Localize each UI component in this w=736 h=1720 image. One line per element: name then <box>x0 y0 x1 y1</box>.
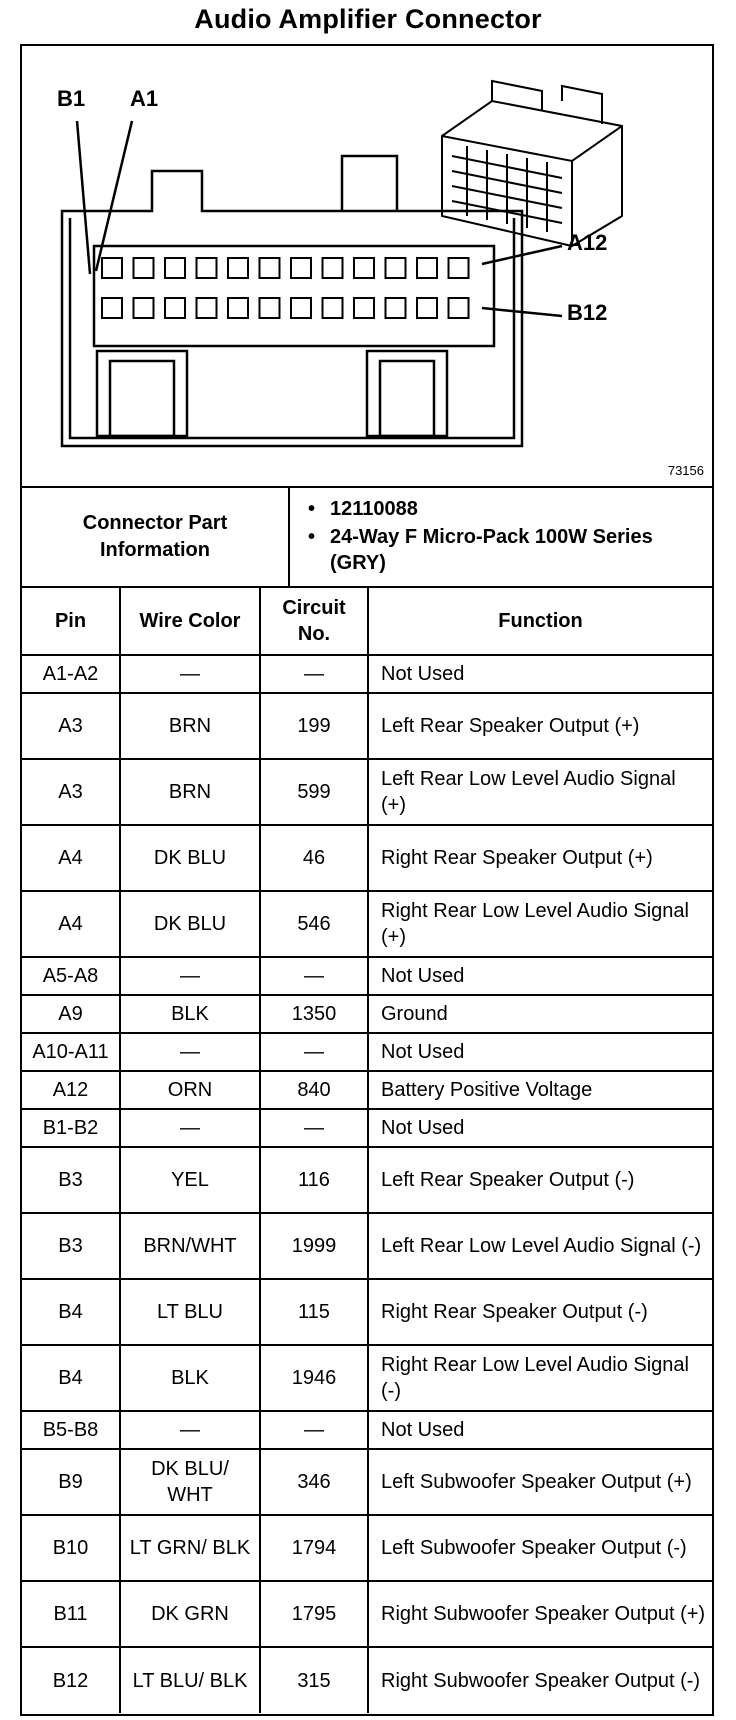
pin-cavity <box>260 258 280 278</box>
pin-label-b12: B12 <box>567 300 608 325</box>
pin-cavity <box>354 258 374 278</box>
pin-cavity <box>417 258 437 278</box>
pin-cell: B3 <box>22 1147 120 1213</box>
table-row <box>22 1147 712 1213</box>
pin-cavity <box>291 258 311 278</box>
function-cell: Left Rear Speaker Output (-) <box>368 1147 712 1213</box>
header-wire-color: Wire Color <box>120 587 260 655</box>
wire-color-cell: DK BLU <box>120 891 260 957</box>
circuit-cell: 599 <box>260 759 368 825</box>
pin-cell: A3 <box>22 759 120 825</box>
circuit-cell: — <box>260 1411 368 1449</box>
circuit-cell: 46 <box>260 825 368 891</box>
pin-cell: B1-B2 <box>22 1109 120 1147</box>
wire-color-cell: — <box>120 1109 260 1147</box>
pin-cavity <box>197 258 217 278</box>
table-header-row <box>22 587 712 655</box>
figure-number: 73156 <box>667 463 704 478</box>
wire-color-cell: ORN <box>120 1071 260 1109</box>
pin-cavity <box>323 298 343 318</box>
pin-cell: B5-B8 <box>22 1411 120 1449</box>
wire-color-cell: BLK <box>120 1345 260 1411</box>
wire-color-cell: BRN <box>120 759 260 825</box>
pin-cavity <box>197 298 217 318</box>
pin-cavity <box>102 258 122 278</box>
wire-color-cell: BRN <box>120 693 260 759</box>
pin-cavity <box>134 258 154 278</box>
function-cell: Not Used <box>368 1109 712 1147</box>
function-cell: Right Rear Speaker Output (-) <box>368 1279 712 1345</box>
connector-face-illustration <box>22 46 712 486</box>
circuit-cell: 1794 <box>260 1515 368 1581</box>
wire-color-cell: YEL <box>120 1147 260 1213</box>
table-row <box>22 693 712 759</box>
pin-label-a1: A1 <box>130 86 159 111</box>
pin-cavity <box>165 298 185 318</box>
pin-cell: B3 <box>22 1213 120 1279</box>
pin-cavity <box>134 298 154 318</box>
circuit-cell: 346 <box>260 1449 368 1515</box>
wire-color-cell: DK BLU/ WHT <box>120 1449 260 1515</box>
wire-color-cell: DK GRN <box>120 1581 260 1647</box>
table-row <box>22 1345 712 1411</box>
wire-color-cell: DK BLU <box>120 825 260 891</box>
table-row <box>22 1515 712 1581</box>
pin-cavity <box>386 298 406 318</box>
function-cell: Left Subwoofer Speaker Output (-) <box>368 1515 712 1581</box>
table-row <box>22 1109 712 1147</box>
connector-type: • 24-Way F Micro-Pack 100W Series (GRY) <box>330 524 702 576</box>
pin-cavity <box>260 298 280 318</box>
pin-cell: A3 <box>22 693 120 759</box>
connector-diagram <box>22 46 712 486</box>
pin-cavity <box>449 258 469 278</box>
circuit-cell: 115 <box>260 1279 368 1345</box>
table-row <box>22 1411 712 1449</box>
header-pin: Pin <box>22 587 120 655</box>
table-row <box>22 825 712 891</box>
circuit-cell: 546 <box>260 891 368 957</box>
wire-color-cell: BRN/WHT <box>120 1213 260 1279</box>
pin-cavity <box>228 258 248 278</box>
circuit-cell: — <box>260 957 368 995</box>
wire-color-cell: — <box>120 1411 260 1449</box>
circuit-cell: 315 <box>260 1647 368 1713</box>
table-row <box>22 891 712 957</box>
pin-cavity <box>102 298 122 318</box>
function-cell: Right Rear Low Level Audio Signal (+) <box>368 891 712 957</box>
function-cell: Left Subwoofer Speaker Output (+) <box>368 1449 712 1515</box>
pin-cell: B9 <box>22 1449 120 1515</box>
table-row <box>22 1279 712 1345</box>
connector-part-information <box>22 486 712 586</box>
pin-cell: A4 <box>22 891 120 957</box>
pin-cell: A5-A8 <box>22 957 120 995</box>
function-cell: Left Rear Speaker Output (+) <box>368 693 712 759</box>
table-row <box>22 655 712 693</box>
function-cell: Not Used <box>368 957 712 995</box>
connector-document <box>20 44 714 1716</box>
table-row <box>22 1071 712 1109</box>
pin-cavity <box>228 298 248 318</box>
pin-cell: B11 <box>22 1581 120 1647</box>
table-row <box>22 1213 712 1279</box>
circuit-cell: 1999 <box>260 1213 368 1279</box>
page-title: Audio Amplifier Connector <box>194 4 542 34</box>
function-cell: Left Rear Low Level Audio Signal (+) <box>368 759 712 825</box>
pin-cavity <box>449 298 469 318</box>
table-row <box>22 1647 712 1713</box>
pin-label-b1: B1 <box>57 86 86 111</box>
function-cell: Ground <box>368 995 712 1033</box>
header-circuit-no: Circuit No. <box>260 587 368 655</box>
pin-cell: B4 <box>22 1279 120 1345</box>
circuit-cell: 116 <box>260 1147 368 1213</box>
function-cell: Not Used <box>368 655 712 693</box>
pin-cell: B10 <box>22 1515 120 1581</box>
pin-cell: A9 <box>22 995 120 1033</box>
pin-label-a12: A12 <box>567 230 608 255</box>
part-number: • 12110088 <box>330 496 702 522</box>
function-cell: Not Used <box>368 1033 712 1071</box>
circuit-cell: — <box>260 1109 368 1147</box>
function-cell: Left Rear Low Level Audio Signal (-) <box>368 1213 712 1279</box>
pin-cell: B12 <box>22 1647 120 1713</box>
wire-color-cell: — <box>120 655 260 693</box>
table-row <box>22 1581 712 1647</box>
function-cell: Not Used <box>368 1411 712 1449</box>
circuit-cell: — <box>260 655 368 693</box>
table-row <box>22 957 712 995</box>
function-cell: Right Subwoofer Speaker Output (-) <box>368 1647 712 1713</box>
header-function: Function <box>368 587 712 655</box>
pin-cell: A12 <box>22 1071 120 1109</box>
pin-cell: B4 <box>22 1345 120 1411</box>
circuit-cell: 1946 <box>260 1345 368 1411</box>
function-cell: Right Subwoofer Speaker Output (+) <box>368 1581 712 1647</box>
pin-cavity <box>386 258 406 278</box>
table-row <box>22 759 712 825</box>
wire-color-cell: — <box>120 1033 260 1071</box>
pin-cell: A10-A11 <box>22 1033 120 1071</box>
pin-cavity <box>165 258 185 278</box>
wire-color-cell: LT BLU <box>120 1279 260 1345</box>
connector-info-list <box>290 488 712 586</box>
circuit-cell: 840 <box>260 1071 368 1109</box>
pin-cavity <box>417 298 437 318</box>
circuit-cell: 1795 <box>260 1581 368 1647</box>
wire-color-cell: LT GRN/ BLK <box>120 1515 260 1581</box>
wire-color-cell: BLK <box>120 995 260 1033</box>
table-row <box>22 995 712 1033</box>
function-cell: Battery Positive Voltage <box>368 1071 712 1109</box>
wire-color-cell: LT BLU/ BLK <box>120 1647 260 1713</box>
circuit-cell: — <box>260 1033 368 1071</box>
circuit-cell: 199 <box>260 693 368 759</box>
pinout-table <box>22 586 712 1713</box>
table-row <box>22 1449 712 1515</box>
wire-color-cell: — <box>120 957 260 995</box>
function-cell: Right Rear Low Level Audio Signal (-) <box>368 1345 712 1411</box>
connector-info-caption: Connector Part Information <box>22 488 290 586</box>
pin-cavity <box>354 298 374 318</box>
table-row <box>22 1033 712 1071</box>
pin-cell: A4 <box>22 825 120 891</box>
function-cell: Right Rear Speaker Output (+) <box>368 825 712 891</box>
pin-cavity <box>291 298 311 318</box>
pin-cell: A1-A2 <box>22 655 120 693</box>
pin-cavity <box>323 258 343 278</box>
circuit-cell: 1350 <box>260 995 368 1033</box>
